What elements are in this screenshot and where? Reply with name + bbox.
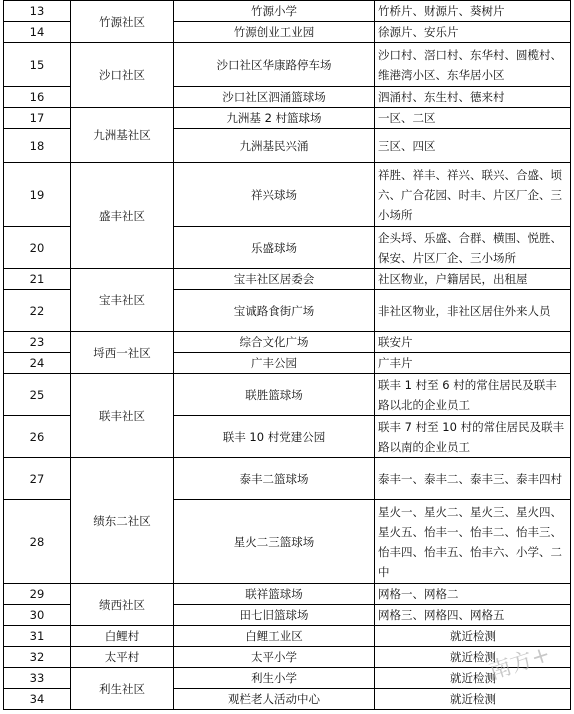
- table-row: [4, 626, 571, 647]
- site-cell: 白鲤工业区: [174, 626, 375, 647]
- area-cell: 竹桥片、财源片、葵树片: [375, 1, 571, 22]
- table-row: [4, 332, 571, 353]
- site-cell: 宝丰社区居委会: [174, 269, 375, 290]
- area-cell: 泰丰一、泰丰二、泰丰三、泰丰四村: [375, 458, 571, 500]
- site-cell: 太平小学: [174, 647, 375, 668]
- row-number: 25: [4, 374, 71, 416]
- site-cell: 泰丰二篮球场: [174, 458, 375, 500]
- area-cell: 非社区物业，非社区居住外来人员: [375, 290, 571, 332]
- watermark-logo: 南方+: [486, 641, 554, 685]
- area-cell: 网格一、网格二: [375, 584, 571, 605]
- site-cell: 竹源小学: [174, 1, 375, 22]
- table-row: [4, 584, 571, 605]
- row-number: 23: [4, 332, 71, 353]
- table-row: [4, 1, 571, 22]
- site-cell: 竹源创业工业园: [174, 22, 375, 43]
- site-cell: 联丰 10 村党建公园: [174, 416, 375, 458]
- table-row: [4, 668, 571, 689]
- site-cell: 星火二三篮球场: [174, 500, 375, 584]
- area-cell: 联丰 7 村至 10 村的常住居民及联丰路以南的企业员工: [375, 416, 571, 458]
- area-cell: 一区、二区: [375, 108, 571, 129]
- row-number: 32: [4, 647, 71, 668]
- row-number: 33: [4, 668, 71, 689]
- community-cell: 九洲基社区: [71, 108, 174, 163]
- area-cell: 就近检测: [375, 668, 571, 689]
- area-cell: 企头埒、乐盛、合群、横围、悦胜、保安、片区厂企、三小场所: [375, 227, 571, 269]
- row-number: 27: [4, 458, 71, 500]
- area-cell: 星火一、星火二、星火三、星火四、星火五、怡丰一、怡丰二、怡丰三、怡丰四、怡丰五、怡丰六、小学、二中: [375, 500, 571, 584]
- community-cell: 沙口社区: [71, 43, 174, 108]
- row-number: 22: [4, 290, 71, 332]
- site-cell: 宝诚路食街广场: [174, 290, 375, 332]
- area-cell: 社区物业，户籍居民，出租屋: [375, 269, 571, 290]
- community-cell: 利生社区: [71, 668, 174, 710]
- site-cell: 综合文化广场: [174, 332, 375, 353]
- community-cell: 绩西社区: [71, 584, 174, 626]
- table-row: [4, 647, 571, 668]
- area-cell: 广丰片: [375, 353, 571, 374]
- area-cell: 徐源片、安乐片: [375, 22, 571, 43]
- site-cell: 沙口社区华康路停车场: [174, 43, 375, 87]
- table-row: [4, 374, 571, 416]
- area-cell: 三区、四区: [375, 129, 571, 163]
- site-cell: 九洲基 2 村篮球场: [174, 108, 375, 129]
- row-number: 13: [4, 1, 71, 22]
- community-cell: 盛丰社区: [71, 163, 174, 269]
- row-number: 15: [4, 43, 71, 87]
- table-row: [4, 108, 571, 129]
- table-row: [4, 43, 571, 87]
- site-cell: 祥兴球场: [174, 163, 375, 227]
- row-number: 34: [4, 689, 71, 710]
- site-cell: 利生小学: [174, 668, 375, 689]
- site-cell: 联胜篮球场: [174, 374, 375, 416]
- testing-sites-table: [3, 0, 571, 710]
- row-number: 20: [4, 227, 71, 269]
- row-number: 31: [4, 626, 71, 647]
- table-row: [4, 163, 571, 227]
- area-cell: 联安片: [375, 332, 571, 353]
- area-cell: 就近检测: [375, 689, 571, 710]
- site-cell: 联祥篮球场: [174, 584, 375, 605]
- area-cell: 就近检测: [375, 647, 571, 668]
- site-cell: 乐盛球场: [174, 227, 375, 269]
- row-number: 21: [4, 269, 71, 290]
- community-cell: 绩东二社区: [71, 458, 174, 584]
- area-cell: 祥胜、祥丰、祥兴、联兴、合盛、顷六、广合花园、时丰、片区厂企、三小场所: [375, 163, 571, 227]
- row-number: 28: [4, 500, 71, 584]
- table-row: [4, 458, 571, 500]
- site-cell: 广丰公园: [174, 353, 375, 374]
- site-cell: 田七旧篮球场: [174, 605, 375, 626]
- community-cell: 联丰社区: [71, 374, 174, 458]
- area-cell: 就近检测: [375, 626, 571, 647]
- row-number: 30: [4, 605, 71, 626]
- community-cell: 太平村: [71, 647, 174, 668]
- row-number: 29: [4, 584, 71, 605]
- area-cell: 沙口村、滘口村、东华村、圆榄村、维港湾小区、东华居小区: [375, 43, 571, 87]
- row-number: 16: [4, 87, 71, 108]
- area-cell: 网格三、网格四、网格五: [375, 605, 571, 626]
- site-cell: 沙口社区泗涌篮球场: [174, 87, 375, 108]
- table-row: [4, 269, 571, 290]
- site-cell: 九洲基民兴涌: [174, 129, 375, 163]
- community-cell: 埒西一社区: [71, 332, 174, 374]
- community-cell: 宝丰社区: [71, 269, 174, 332]
- row-number: 19: [4, 163, 71, 227]
- row-number: 26: [4, 416, 71, 458]
- row-number: 14: [4, 22, 71, 43]
- row-number: 18: [4, 129, 71, 163]
- row-number: 17: [4, 108, 71, 129]
- site-cell: 观栏老人活动中心: [174, 689, 375, 710]
- area-cell: 泗涌村、东生村、德来村: [375, 87, 571, 108]
- community-cell: 竹源社区: [71, 1, 174, 43]
- area-cell: 联丰 1 村至 6 村的常住居民及联丰路以北的企业员工: [375, 374, 571, 416]
- row-number: 24: [4, 353, 71, 374]
- community-cell: 白鲤村: [71, 626, 174, 647]
